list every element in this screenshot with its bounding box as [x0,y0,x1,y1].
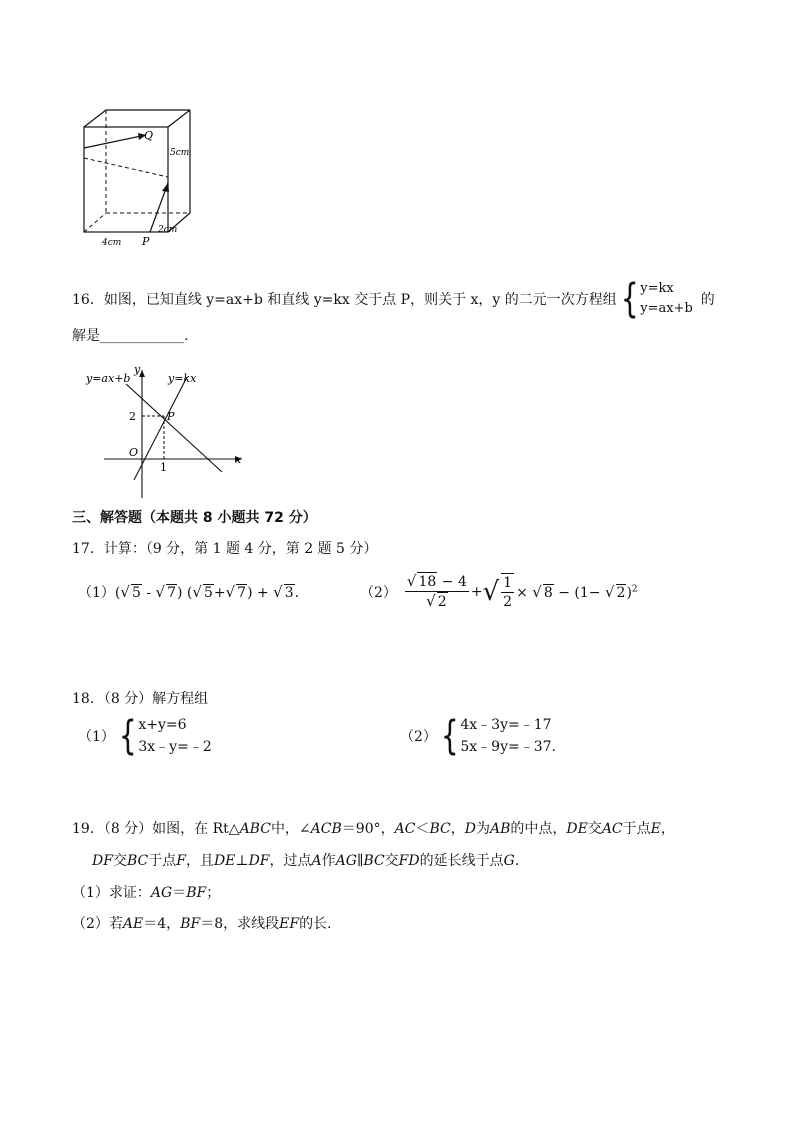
q16-prefix: 16．如图，已知直线 y=ax+b 和直线 y=kx 交于点 P，则关于 x，y 的二元一次方程组 [72,292,617,308]
arrow-head-icon [162,183,169,192]
prism-figure [70,105,200,250]
q16-line1 [72,277,715,321]
q19-line2: DF交BC于点F，且DE⊥DF，过点A作AG∥BC交FD的延长线于点G. [92,853,520,869]
q16-eq1: y=kx [640,281,674,296]
q16-line2: 解是____________. [72,328,189,344]
tick-y-2: 2 [129,410,136,423]
linear-graph-figure [82,362,252,502]
q19-line1: 19．（8 分）如图，在 Rt△ABC中，∠ACB＝90°，AC＜BC，D为AB的中点，DE交AC于点E， [72,821,675,837]
q18-title: 18．（8 分）解方程组 [72,691,209,707]
label-o: O [129,446,139,459]
q18-p2-system [437,714,556,758]
q16-system [617,276,693,322]
q19-sub2: （2）若AE＝4，BF＝8，求线段EF的长. [72,916,332,932]
label-q: Q [144,129,154,142]
q18-p1-eq2: 3x﹣y=﹣2 [138,739,212,755]
q17-title: 17．计算：（9 分，第 1 题 4 分，第 2 题 5 分） [72,541,378,557]
q17-p1-expression: (√ 5 - √ 7) (√ 5+√ 7) + √ 3. [114,583,300,601]
section-3-title: 三、解答题（本题共 8 小题共 72 分） [72,510,317,526]
label-line1: y=ax+b [86,372,131,385]
dim-depth: 2cm [158,225,178,235]
label-y: y [134,363,141,376]
q16-eq2: y=ax+b [640,301,693,316]
q16-suffix: 的 [700,292,715,308]
brace-icon: { [620,276,639,322]
q18-p1-system [115,714,212,758]
label-line2: y=kx [168,372,197,385]
label-x: x [235,453,242,466]
q17-part1 [78,582,299,602]
dim-height: 5cm [170,148,190,158]
q17-part2 [360,572,638,611]
q18-p2-eq1: 4x﹣3y=﹣17 [460,717,552,733]
q18-p1-eq1: x+y=6 [138,717,187,733]
q18-p1-label: （1） [78,729,115,745]
q19-sub1: （1）求证：AG＝BF； [72,885,221,901]
label-p: P [167,410,175,423]
q18-p2-eq2: 5x﹣9y=﹣37. [460,739,556,755]
q18-part2 [400,714,556,758]
tick-x-1: 1 [160,461,167,474]
path-segment-front [84,135,146,148]
label-p: P [142,235,150,248]
brace-icon: { [440,713,459,759]
q18-p2-label: （2） [400,729,437,745]
q17-p2-label: （2） [360,584,397,601]
q18-part1 [78,714,212,758]
brace-icon: { [118,713,137,759]
q17-p1-label: （1） [78,585,115,601]
q17-p2-expression: $\frac{√ 18 - 4}{√ 2}$ + √ $\frac{1}{2}$ × √ 8 − (1− √ 2)$^2$ [406,572,638,610]
dim-width: 4cm [102,238,122,248]
